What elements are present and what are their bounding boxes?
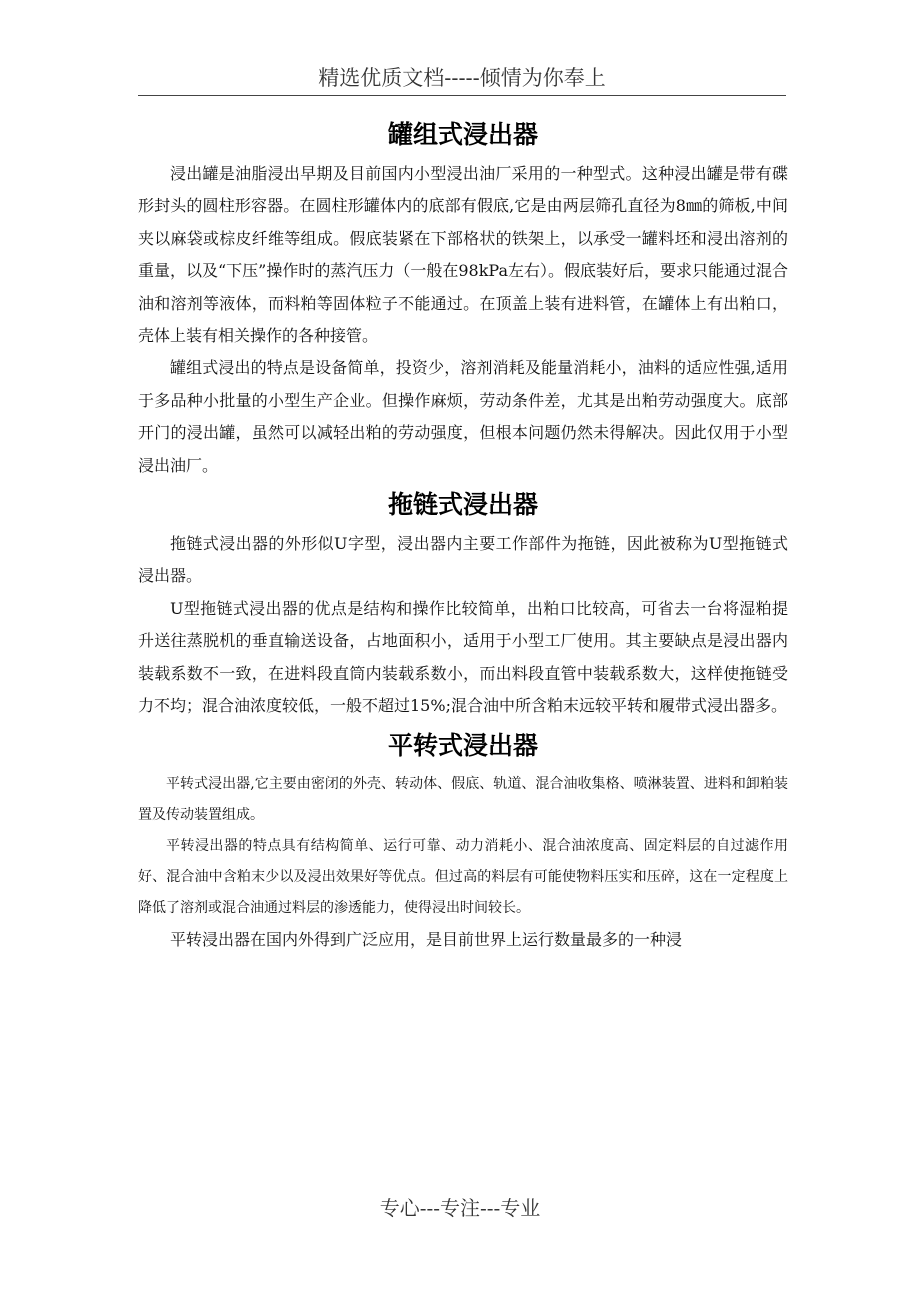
document-body <box>138 112 788 956</box>
page-footer: 专心---专注---专业 <box>379 1196 541 1220</box>
section-title: 拖链式浸出器 <box>387 490 538 520</box>
paragraph: 平转式浸出器,它主要由密闭的外壳、转动体、假底、轨道、混合油收集格、喷淋装置、进料和卸粕装置及传动装置组成。 <box>138 775 788 823</box>
paragraph: 平转浸出器在国内外得到广泛应用，是目前世界上运行数量最多的一种浸 <box>170 929 683 949</box>
paragraph: U型拖链式浸出器的优点是结构和操作比较简单，出粕口比较高，可省去一台将湿粕提升送往蒸脱机的垂直输送设备，占地面积小，适用于小型工厂使用。其主要缺点是浸出器内装载系数不一致，在进料段直筒内装载系数小，而出料段直管中装载系数大，这样使拖链受力不均；混合油浓度较低，一般不超过15%;混合油中所含粕末远较平转和履带式浸出器多。 <box>138 598 788 716</box>
paragraph: 平转浸出器的特点具有结构简单、运行可靠、动力消耗小、混合油浓度高、固定料层的自过滤作用好、混合油中含粕末少以及浸出效果好等优点。但过高的料层有可能使物料压实和压碎，这在一定程度上降低了溶剂或混合油通过料层的渗透能力，使得浸出时间较长。 <box>138 837 788 916</box>
section-drag-chain-extractor <box>138 482 788 722</box>
section-title: 罐组式浸出器 <box>387 120 538 149</box>
paragraph: 浸出罐是油脂浸出早期及目前国内小型浸出油厂采用的一种型式。这种浸出罐是带有碟形封头的圆柱形容器。在圆柱形罐体内的底部有假底,它是由两层筛孔直径为8㎜的筛板,中间夹以麻袋或棕皮纤维等组成。假底装紧在下部格状的铁架上，以承受一罐料坯和浸出溶剂的重量，以及“下压”操作时的蒸汽压力（一般在98kPa左右）。假底装好后，要求只能通过混合油和溶剂等液体，而料粕等固体粒子不能通过。在顶盖上装有进料管，在罐体上有出粕口，壳体上装有相关操作的各种接管。 <box>138 164 789 346</box>
section-title: 平转式浸出器 <box>387 730 538 760</box>
page-header: 精选优质文档-----倾情为你奉上 <box>138 62 786 96</box>
section-rotary-extractor <box>138 723 788 956</box>
section-tank-extractor <box>138 112 788 482</box>
paragraph: 拖链式浸出器的外形似U字型，浸出器内主要工作部件为拖链，因此被称为U型拖链式浸出器。 <box>138 534 788 586</box>
paragraph: 罐组式浸出的特点是设备简单，投资少，溶剂消耗及能量消耗小，油料的适应性强,适用于多品种小批量的小型生产企业。但操作麻烦，劳动条件差，尤其是出粕劳动强度大。底部开门的浸出罐，虽然可以减轻出粕的劳动强度，但根本问题仍然未得解决。因此仅用于小型浸出油厂。 <box>138 358 788 475</box>
